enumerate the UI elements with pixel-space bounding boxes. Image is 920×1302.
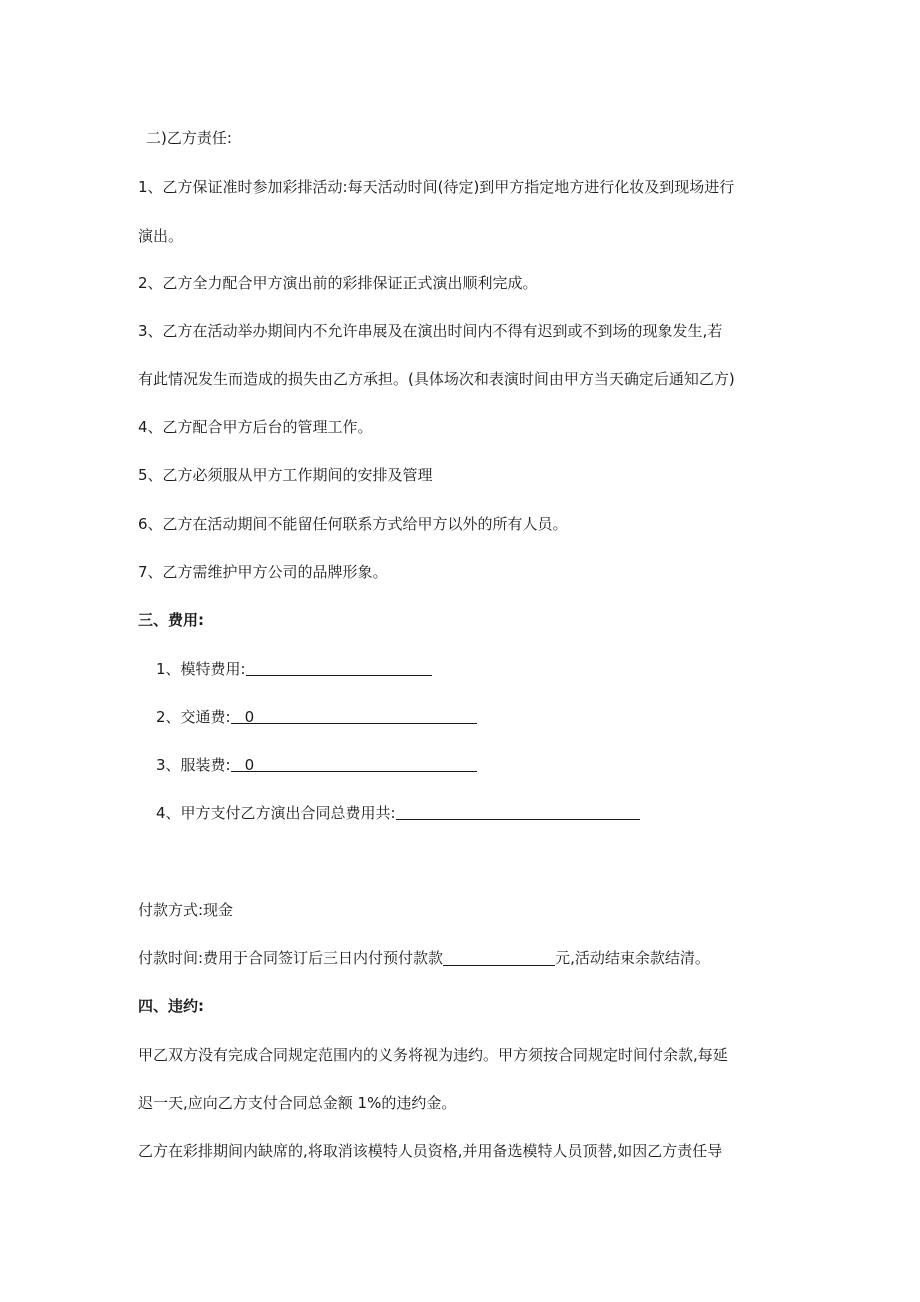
payment-time-suffix: 元,活动结束余款结清。 — [555, 949, 710, 967]
fee-row-transport — [156, 707, 477, 727]
fee-label: 1、模特费用: — [156, 660, 246, 678]
clause-7: 7、乙方需维护甲方公司的品牌形象。 — [138, 563, 388, 581]
clause-3-line-1: 3、乙方在活动举办期间内不允许串展及在演出时间内不得有迟到或不到场的现象发生,若 — [138, 322, 723, 340]
breach-para-1-line-2: 迟一天,应向乙方支付合同总金额 1%的违约金。 — [138, 1094, 457, 1112]
fee-blank — [246, 659, 432, 676]
payment-time-prefix: 付款时间:费用于合同签订后三日内付预付款款 — [138, 949, 444, 967]
fee-value: 0 — [244, 708, 255, 726]
fee-blank — [231, 755, 477, 772]
payment-method: 付款方式:现金 — [138, 901, 234, 919]
clause-5: 5、乙方必须服从甲方工作期间的安排及管理 — [138, 466, 433, 484]
fee-row-costume — [156, 755, 477, 775]
section-3-heading: 三、费用: — [138, 611, 204, 629]
section-4-heading: 四、违约: — [138, 997, 204, 1015]
fee-row-model — [156, 659, 432, 679]
breach-para-2-line-1: 乙方在彩排期间内缺席的,将取消该模特人员资格,并用备选模特人员顶替,如因乙方责任导 — [138, 1142, 723, 1160]
payment-blank — [443, 949, 555, 966]
clause-4: 4、乙方配合甲方后台的管理工作。 — [138, 418, 373, 436]
clause-3-line-2: 有此情况发生而造成的损失由乙方承担。(具体场次和表演时间由甲方当天确定后通知乙方) — [138, 370, 735, 388]
fee-row-total — [156, 803, 640, 823]
fee-blank — [396, 803, 640, 820]
clause-6: 6、乙方在活动期间不能留任何联系方式给甲方以外的所有人员。 — [138, 515, 568, 533]
fee-label: 4、甲方支付乙方演出合同总费用共: — [156, 804, 396, 822]
fee-label: 2、交通费: — [156, 708, 231, 726]
fee-label: 3、服装费: — [156, 756, 231, 774]
fee-blank — [231, 707, 477, 724]
section-2-heading: 二)乙方责任: — [146, 129, 232, 147]
breach-para-1-line-1: 甲乙双方没有完成合同规定范围内的义务将视为违约。甲方须按合同规定时间付余款,每延 — [138, 1046, 728, 1064]
clause-2: 2、乙方全力配合甲方演出前的彩排保证正式演出顺利完成。 — [138, 274, 538, 292]
fee-value: 0 — [244, 756, 255, 774]
clause-1-line-2: 演出。 — [138, 227, 184, 245]
clause-1-line-1: 1、乙方保证准时参加彩排活动:每天活动时间(待定)到甲方指定地方进行化妆及到现场进行 — [138, 178, 735, 196]
payment-time — [138, 948, 710, 968]
